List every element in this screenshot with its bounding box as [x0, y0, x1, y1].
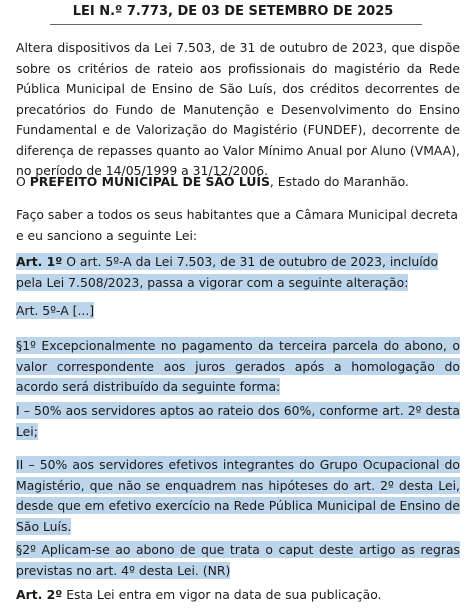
preamble-authority: PREFEITO MUNICIPAL DE SÃO LUÍS	[29, 174, 270, 189]
title-underline	[50, 24, 422, 25]
proclamation-paragraph: Faço saber a todos os seus habitantes que a Câmara Municipal decreta e eu sanciono a seguinte Lei:	[16, 207, 459, 243]
article-1-text: O art. 5º-A da Lei 7.503, de 31 de outubro de 2023, incluído pela Lei 7.508/2023, passa a vigorar com a seguinte alteração:	[16, 254, 439, 290]
preamble-paragraph	[16, 172, 460, 193]
inciso-2-text: II – 50% aos servidores efetivos integrantes do Grupo Ocupacional do Magistério, que não se enquadrem nas hipóteses do art. 2º desta Lei, desde que em efetivo exercício na Rede Pública Municipal de Ensino de São Luís.	[16, 457, 460, 534]
article-2-paragraph	[16, 585, 460, 606]
article-1-highlight	[16, 253, 438, 291]
article-2-label: Art. 2º	[16, 587, 63, 602]
paragraph-2-text: §2º Aplicam-se ao abono de que trata o caput deste artigo as regras previstas no art. 4º desta Lei. (NR)	[16, 542, 460, 578]
preamble-suffix: , Estado do Maranhão.	[269, 174, 409, 189]
article-1-paragraph	[16, 252, 460, 293]
inciso-2	[16, 455, 460, 537]
paragraph-2	[16, 540, 460, 581]
inciso-1	[16, 401, 460, 442]
article-5a-paragraph	[16, 301, 460, 322]
preamble-prefix: O	[16, 174, 30, 189]
paragraph-1-text: §1º Excepcionalmente no pagamento da terceira parcela do abono, o valor correspondente aos juros gerados após a homologação do acordo será distribuído da seguinte forma:	[16, 338, 460, 394]
article-2-text: Esta Lei entra em vigor na data de sua publicação.	[62, 587, 382, 602]
paragraph-1	[16, 336, 460, 398]
inciso-1-text: I – 50% aos servidores aptos ao rateio dos 60%, conforme art. 2º desta Lei;	[16, 403, 460, 439]
law-title: LEI N.º 7.773, DE 03 DE SETEMBRO DE 2025	[72, 4, 394, 19]
ementa-paragraph: Altera dispositivos da Lei 7.503, de 31 de outubro de 2023, que dispõe sobre os critérios de rateio aos profissionais do magistério da Rede Pública Municipal de Ensino de São Luís, dos créditos decorrentes de precatórios do Fundo de Manutenção e Desenvolvimento do Ensino Fundamental e de Valorização do Magistério (FUNDEF), decorrente de diferença de repasses quanto ao Valor Mínimo Anual por Aluno (VMAA), no período de 14/05/1999 a 31/12/2006.	[16, 40, 460, 178]
article-1-label: Art. 1º	[16, 254, 63, 269]
article-5a-text: Art. 5º-A [...]	[16, 303, 95, 318]
